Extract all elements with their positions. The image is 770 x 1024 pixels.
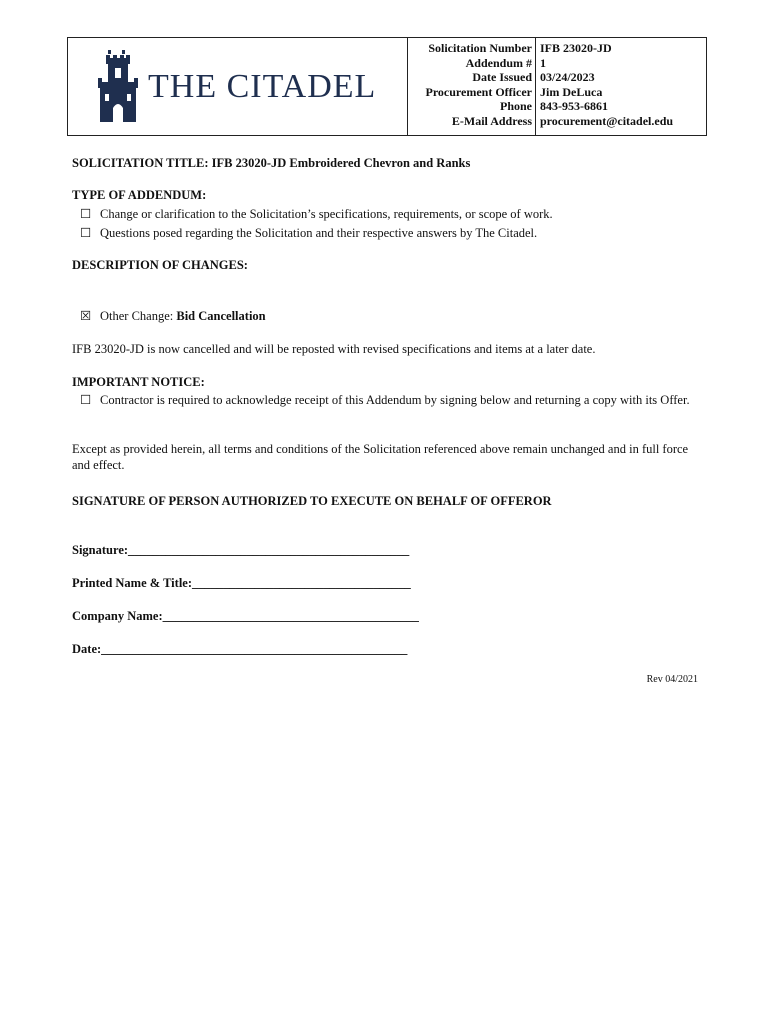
procurement-officer-value: Jim DeLuca [540,84,603,99]
logo-text: THE CITADEL [148,68,377,105]
printed-name-field[interactable]: Printed Name & Title:___________________________________ [72,576,411,590]
cancellation-text: IFB 23020-JD is now cancelled and will be reposted with revised specifications and items at a later date. [72,342,596,356]
type-of-addendum-heading: TYPE OF ADDENDUM: [72,188,207,202]
logo-cell [68,38,408,135]
header-labels [408,38,536,135]
addendum-number-value: 1 [540,55,546,70]
phone-value: 843-953-6861 [540,99,608,113]
email-label: E-Mail Address [451,113,532,128]
addendum-option-questions [80,225,537,241]
signature-field[interactable]: Signature:_____________________________________________ [72,543,410,557]
important-notice-heading: IMPORTANT NOTICE: [72,375,205,389]
company-name-field[interactable]: Company Name:_________________________________________ [72,609,419,623]
other-change-line [80,308,266,324]
header-table [67,37,707,136]
addendum-number-label: Addendum # [465,55,532,70]
checkbox-unchecked-icon[interactable]: ☐ [80,393,92,407]
date-issued-value: 03/24/2023 [540,70,595,84]
header-values [537,38,707,135]
solicitation-number-label: Solicitation Number [428,41,532,55]
solicitation-title: SOLICITATION TITLE: IFB 23020-JD Embroidered Chevron and Ranks [72,156,471,170]
checkbox-unchecked-icon[interactable]: ☐ [80,226,92,240]
other-change-label: Other Change: [100,309,177,323]
date-issued-label: Date Issued [472,70,532,84]
addendum-option-change [80,206,553,222]
option-label: Questions posed regarding the Solicitation and their respective answers by The Citadel. [100,226,538,240]
signature-heading: SIGNATURE OF PERSON AUTHORIZED TO EXECUTE ON BEHALF OF OFFEROR [72,494,552,508]
checkbox-unchecked-icon[interactable]: ☐ [80,207,92,221]
date-field[interactable]: Date:_________________________________________________ [72,642,408,656]
revision-label: Rev 04/2021 [646,674,698,685]
email-value[interactable]: procurement@citadel.edu [540,113,674,128]
checkbox-checked-icon[interactable]: ☒ [80,309,92,323]
notice-label: Contractor is required to acknowledge receipt of this Addendum by signing below and returning a copy with its Offer. [100,393,690,407]
citadel-tower-icon [96,48,140,124]
procurement-officer-label: Procurement Officer [425,84,532,99]
phone-label: Phone [499,99,532,113]
option-label: Change or clarification to the Solicitation’s specifications, requirements, or scope of work. [100,207,553,221]
other-change-value: Bid Cancellation [176,309,266,323]
important-notice-text [72,392,692,408]
description-heading: DESCRIPTION OF CHANGES: [72,258,248,272]
terms-text: Except as provided herein, all terms and conditions of the Solicitation referenced above remain unchanged and in full force and effect. [72,442,689,472]
solicitation-number-value: IFB 23020-JD [540,41,612,55]
